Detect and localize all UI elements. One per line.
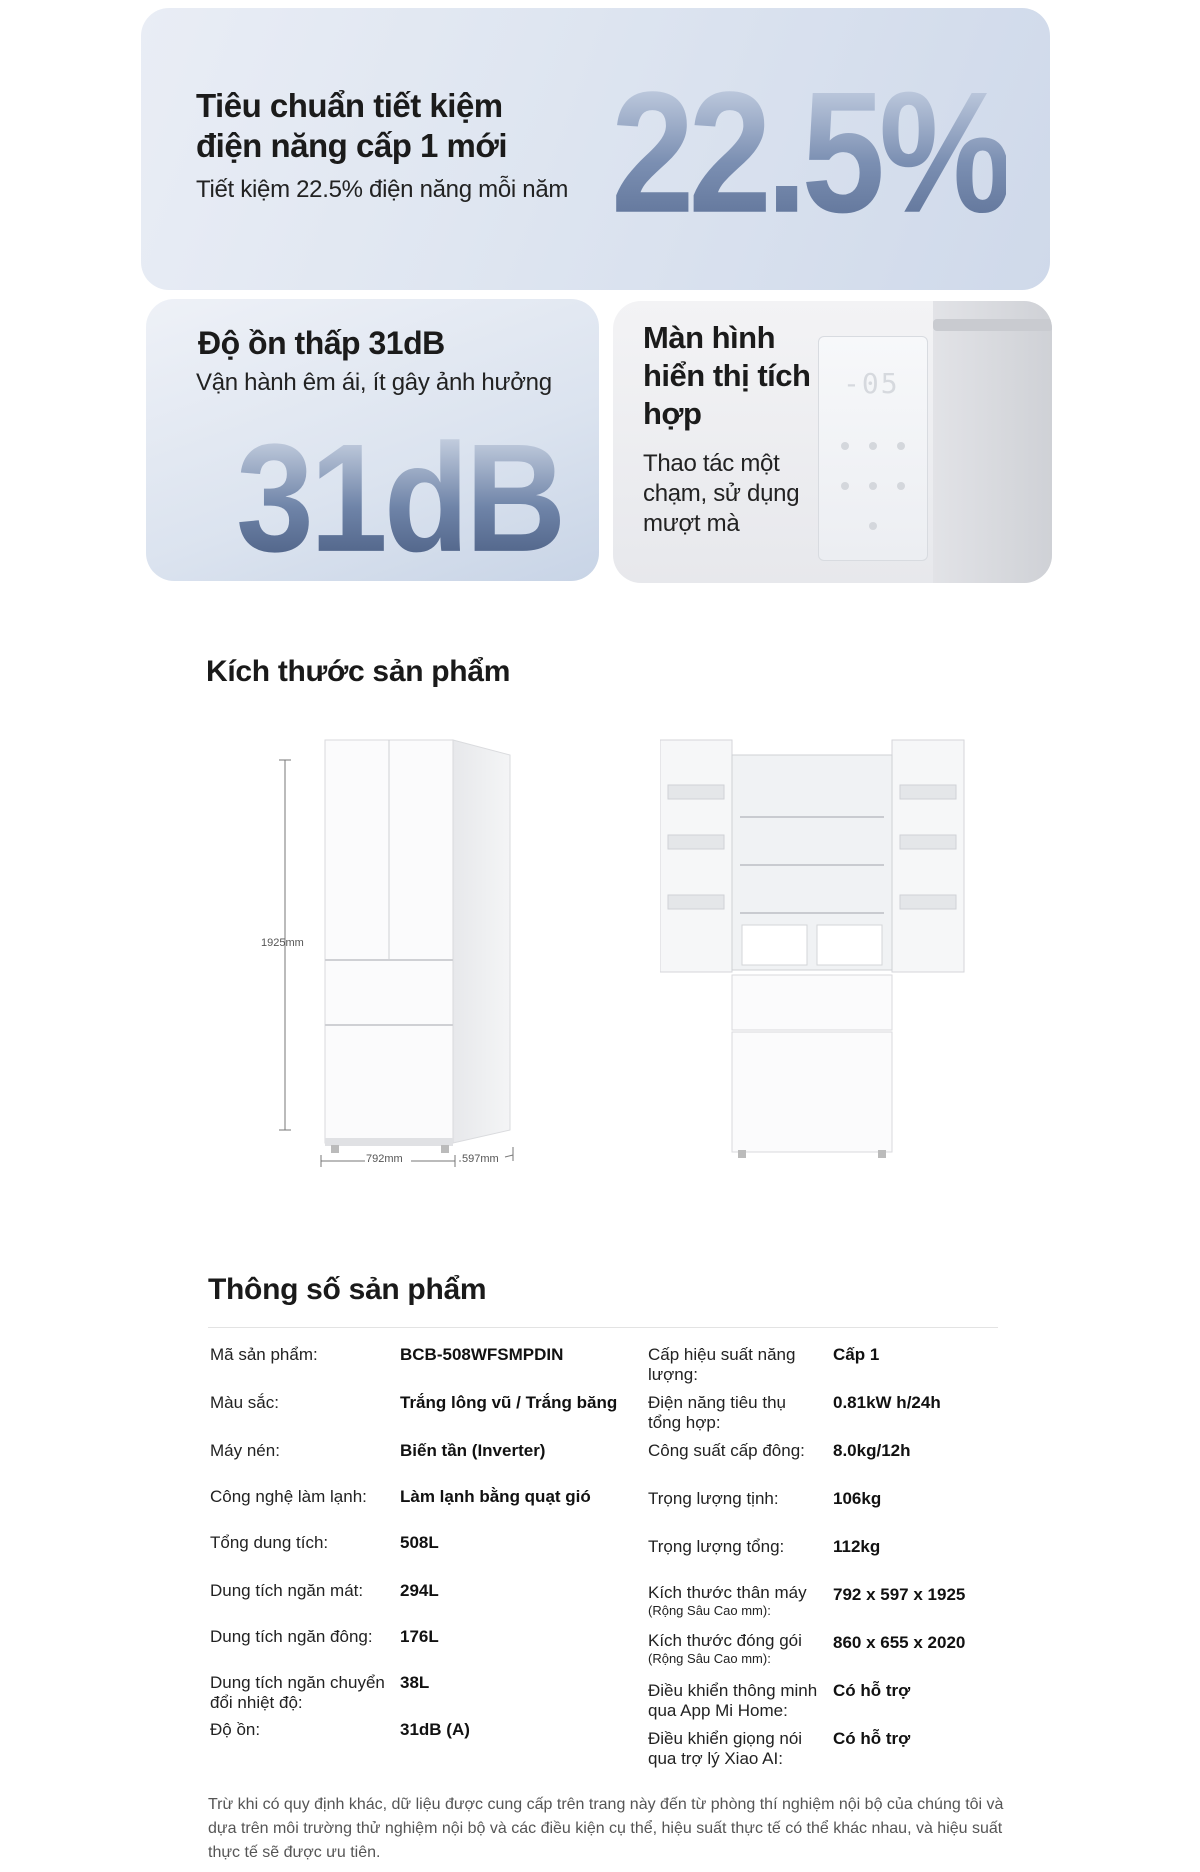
fridge-door-shelf [933, 319, 1052, 331]
height-dimension: 1925mm [261, 937, 304, 949]
spec-label: Tổng dung tích: [210, 1533, 329, 1552]
noise-title: Độ ồn thấp 31dB [198, 325, 445, 361]
depth-dimension: 597mm [462, 1153, 499, 1165]
energy-title: Tiêu chuẩn tiết kiệm điện năng cấp 1 mới [196, 87, 508, 164]
control-panel-image [818, 336, 928, 561]
spec-value: 31dB (A) [400, 1720, 470, 1739]
energy-feature-card [141, 8, 1050, 290]
spec-value: 294L [400, 1581, 439, 1600]
spec-value: Có hỗ trợ [833, 1681, 911, 1700]
display-subtitle: Thao tác một chạm, sử dụng mượt mà [643, 450, 800, 537]
noise-feature-card [146, 299, 599, 581]
spec-value: 792 x 597 x 1925 [833, 1585, 966, 1604]
spec-label [648, 1583, 807, 1618]
spec-label-note: (Rộng Sâu Cao mm): [648, 1651, 771, 1666]
spec-label: Điều khiển thông minh qua App Mi Home: [648, 1681, 818, 1720]
spec-label: Dung tích ngăn mát: [210, 1581, 364, 1600]
display-feature-card [613, 301, 1052, 583]
spec-label: Điều khiển giọng nói qua trợ lý Xiao AI: [648, 1729, 803, 1768]
spec-label: Trọng lượng tịnh: [648, 1489, 779, 1508]
panel-lock-icon [869, 522, 877, 530]
spec-label [648, 1631, 802, 1666]
display-title: Màn hình hiển thị tích hợp [643, 320, 811, 431]
fridge-closed-image [255, 735, 535, 1175]
panel-button-icon [869, 442, 877, 450]
spec-label: Điện năng tiêu thụ tổng hợp: [648, 1393, 786, 1432]
panel-digits: -05 [843, 367, 900, 400]
panel-button-icon [897, 442, 905, 450]
panel-button-icon [841, 442, 849, 450]
fridge-open-image [660, 735, 965, 1165]
spec-value: 176L [400, 1627, 439, 1646]
spec-label: Trọng lượng tổng: [648, 1537, 785, 1556]
noise-big-value: 31dB [236, 409, 562, 581]
energy-subtitle: Tiết kiệm 22.5% điện năng mỗi năm [196, 176, 569, 203]
spec-label: Máy nén: [210, 1441, 280, 1460]
spec-section-title: Thông số sản phẩm [208, 1273, 487, 1306]
panel-button-icon [841, 482, 849, 490]
spec-label: Độ ồn: [210, 1720, 261, 1739]
spec-label: Dung tích ngăn đông: [210, 1627, 373, 1646]
spec-value: 8.0kg/12h [833, 1441, 911, 1460]
spec-value: 508L [400, 1533, 439, 1552]
spec-value: Có hỗ trợ [833, 1729, 911, 1748]
spec-value: 112kg [833, 1537, 881, 1556]
spec-label-note: (Rộng Sâu Cao mm): [648, 1603, 771, 1618]
spec-label: Dung tích ngăn chuyển đổi nhiệt độ: [210, 1673, 385, 1712]
spec-label-text: Kích thước thân máy [648, 1583, 807, 1602]
spec-label: Màu sắc: [210, 1393, 279, 1412]
spec-value: 0.81kW h/24h [833, 1393, 941, 1412]
spec-value: Biến tần (Inverter) [400, 1441, 546, 1460]
spec-label: Công nghệ làm lạnh: [210, 1487, 367, 1506]
width-dimension: 792mm [366, 1153, 403, 1165]
spec-value: Trắng lông vũ / Trắng băng [400, 1393, 618, 1412]
divider [208, 1327, 998, 1328]
spec-label-text: Kích thước đóng gói [648, 1631, 802, 1650]
size-section-title: Kích thước sản phẩm [206, 655, 511, 688]
spec-value: BCB-508WFSMPDIN [400, 1345, 564, 1364]
spec-value: 860 x 655 x 2020 [833, 1633, 966, 1652]
spec-value: Làm lạnh bằng quạt gió [400, 1487, 591, 1506]
spec-label: Cấp hiệu suất năng lượng: [648, 1345, 796, 1384]
panel-button-icon [869, 482, 877, 490]
spec-value: Cấp 1 [833, 1345, 880, 1364]
noise-subtitle: Vận hành êm ái, ít gây ảnh hưởng [196, 369, 552, 396]
spec-value: 38L [400, 1673, 430, 1692]
panel-button-icon [897, 482, 905, 490]
spec-label: Mã sản phẩm: [210, 1345, 318, 1364]
energy-big-value: 22.5% [611, 53, 1006, 252]
spec-label: Công suất cấp đông: [648, 1441, 805, 1460]
footnote: Trừ khi có quy định khác, dữ liệu được cung cấp trên trang này đến từ phòng thí nghiệm nội bộ của chúng tôi và dựa trên môi trường thử nghiệm nội bộ và các điều kiện cụ thể, hiệu suất thực tế có thể khác nhau, và hiệu suất thực tế sẽ được ưu tiên. [208, 1796, 1004, 1861]
fridge-door-image [933, 301, 1052, 583]
spec-value: 106kg [833, 1489, 882, 1508]
